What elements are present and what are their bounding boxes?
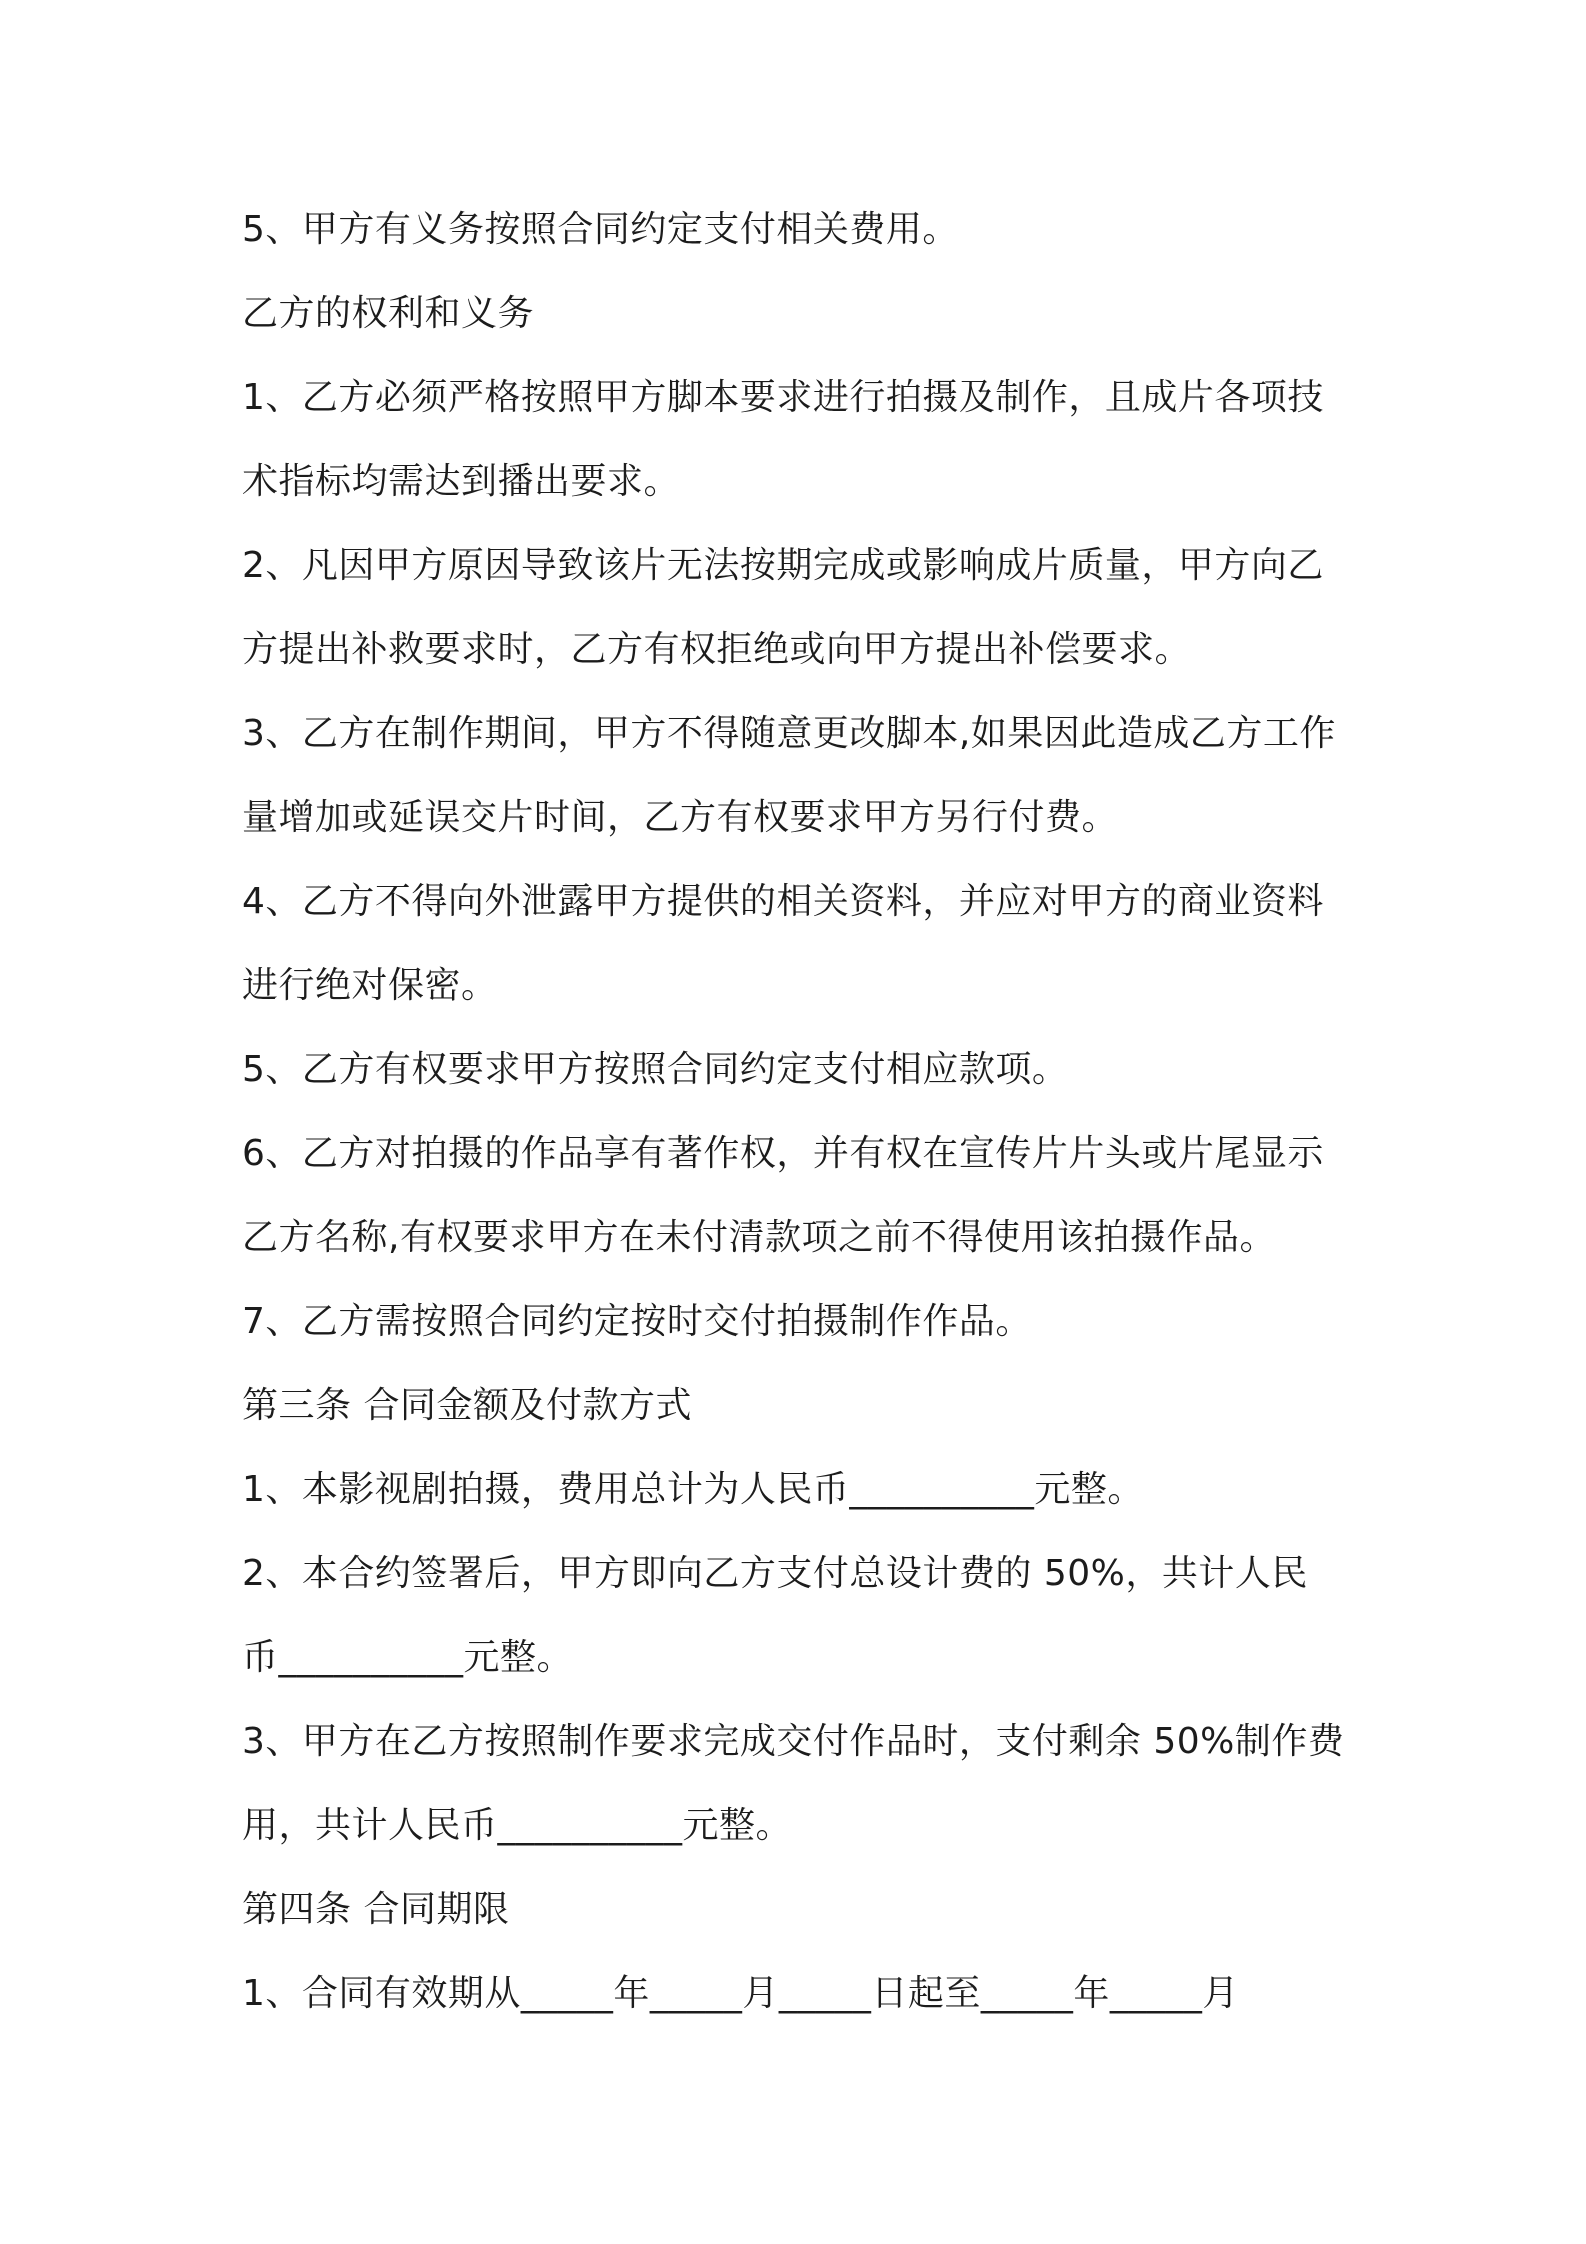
text-line: 5、乙方有权要求甲方按照合同约定支付相应款项。 <box>242 1049 1069 1090</box>
text-line: 1、本影视剧拍摄，费用总计为人民币__________元整。 <box>242 1469 1144 1510</box>
text-line: 进行绝对保密。 <box>242 965 498 1006</box>
text-line: 2、凡因甲方原因导致该片无法按期完成或影响成片质量，甲方向乙 <box>242 545 1324 586</box>
section-heading: 第三条 合同金额及付款方式 <box>242 1385 692 1426</box>
section-heading: 第四条 合同期限 <box>242 1889 510 1930</box>
text-line: 3、乙方在制作期间，甲方不得随意更改脚本,如果因此造成乙方工作 <box>242 713 1336 754</box>
text-line: 用，共计人民币__________元整。 <box>242 1805 793 1846</box>
section-heading: 乙方的权利和义务 <box>242 293 535 334</box>
text-line: 4、乙方不得向外泄露甲方提供的相关资料，并应对甲方的商业资料 <box>242 881 1324 922</box>
text-line: 1、合同有效期从_____年_____月_____日起至_____年_____月 <box>242 1973 1239 2014</box>
text-line: 5、甲方有义务按照合同约定支付相关费用。 <box>242 209 959 250</box>
text-line: 乙方名称,有权要求甲方在未付清款项之前不得使用该拍摄作品。 <box>242 1217 1276 1258</box>
text-line: 量增加或延误交片时间，乙方有权要求甲方另行付费。 <box>242 797 1119 838</box>
text-line: 术指标均需达到播出要求。 <box>242 461 681 502</box>
text-line: 6、乙方对拍摄的作品享有著作权，并有权在宣传片片头或片尾显示 <box>242 1133 1324 1174</box>
text-line: 1、乙方必须严格按照甲方脚本要求进行拍摄及制作，且成片各项技 <box>242 377 1324 418</box>
text-line: 2、本合约签署后，甲方即向乙方支付总设计费的 50%，共计人民 <box>242 1553 1308 1594</box>
text-line: 3、甲方在乙方按照制作要求完成交付作品时，支付剩余 50%制作费 <box>242 1721 1345 1762</box>
text-line: 方提出补救要求时，乙方有权拒绝或向甲方提出补偿要求。 <box>242 629 1192 670</box>
document-body <box>242 188 1372 2036</box>
text-line: 7、乙方需按照合同约定按时交付拍摄制作作品。 <box>242 1301 1032 1342</box>
text-line: 币__________元整。 <box>242 1637 574 1678</box>
